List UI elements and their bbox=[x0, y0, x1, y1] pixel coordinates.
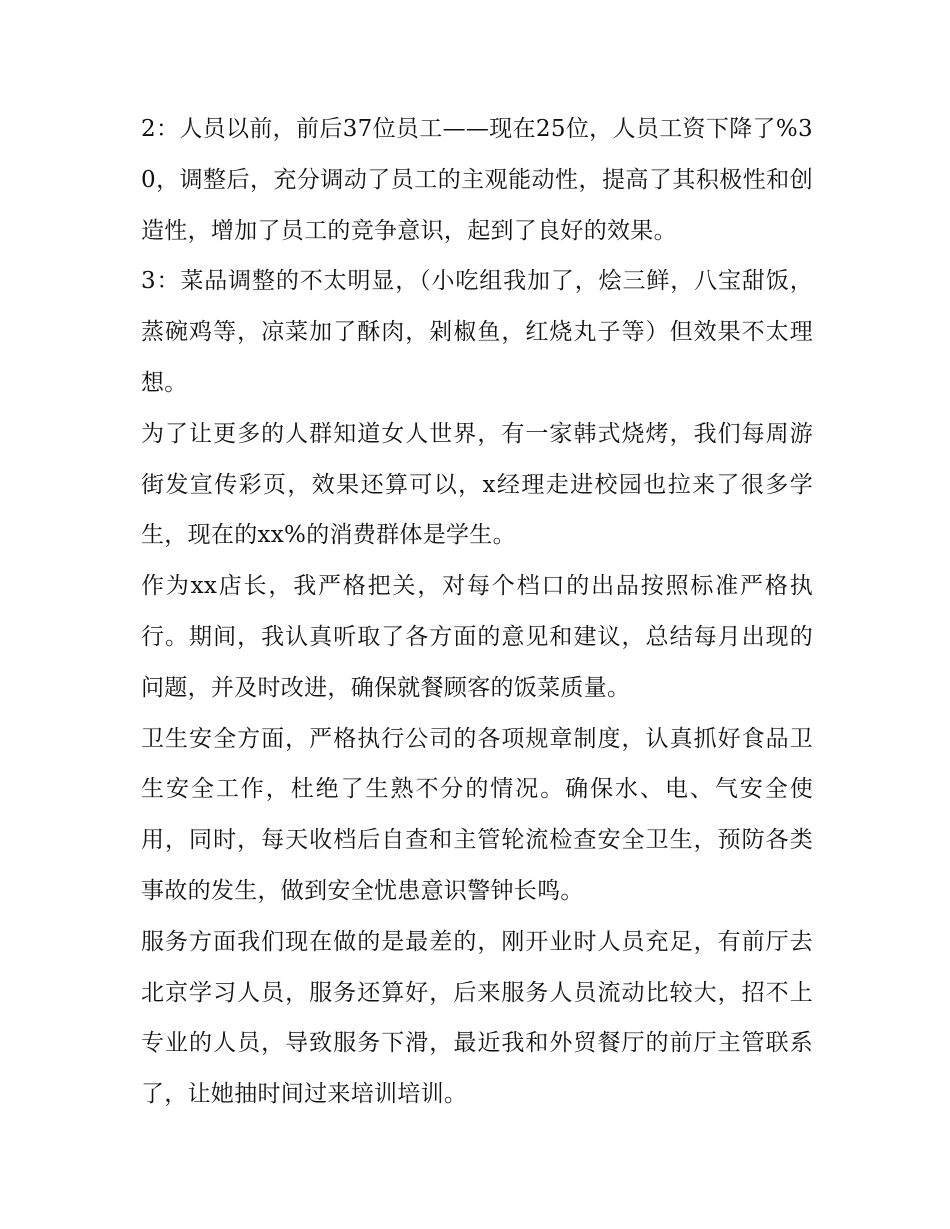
paragraph-staffing: 2：人员以前，前后37位员工——现在25位，人员工资下降了%30，调整后，充分调动了员工的主观能动性，提高了其积极性和创造性，增加了员工的竞争意识，起到了良好的效果。 bbox=[141, 116, 813, 244]
paragraph-service: 服务方面我们现在做的是最差的，刚开业时人员充足，有前厅去北京学习人员，服务还算好，后来服务人员流动比较大，招不上专业的人员，导致服务下滑，最近我和外贸餐厅的前厅主管联系了，让她抽时间过来培训培训。 bbox=[141, 928, 813, 1108]
paragraph-quality-control: 作为xx店长，我严格把关，对每个档口的出品按照标准严格执行。期间，我认真听取了各方面的意见和建议，总结每月出现的问题，并及时改进，确保就餐顾客的饭菜质量。 bbox=[141, 573, 813, 701]
document-body bbox=[141, 104, 813, 1120]
paragraph-hygiene-safety: 卫生安全方面，严格执行公司的各项规章制度，认真抓好食品卫生安全工作，杜绝了生熟不分的情况。确保水、电、气安全使用，同时，每天收档后自查和主管轮流检查安全卫生，预防各类事故的发生，做到安全忧患意识警钟长鸣。 bbox=[141, 725, 813, 904]
paragraph-menu-adjustment: 3：菜品调整的不太明显，（小吃组我加了，烩三鲜，八宝甜饭，蒸碗鸡等，凉菜加了酥肉，剁椒鱼，红烧丸子等）但效果不太理想。 bbox=[141, 268, 813, 396]
paragraph-promotion: 为了让更多的人群知道女人世界，有一家韩式烧烤，我们每周游街发宣传彩页，效果还算可以，x经理走进校园也拉来了很多学生，现在的xx%的消费群体是学生。 bbox=[141, 420, 813, 549]
